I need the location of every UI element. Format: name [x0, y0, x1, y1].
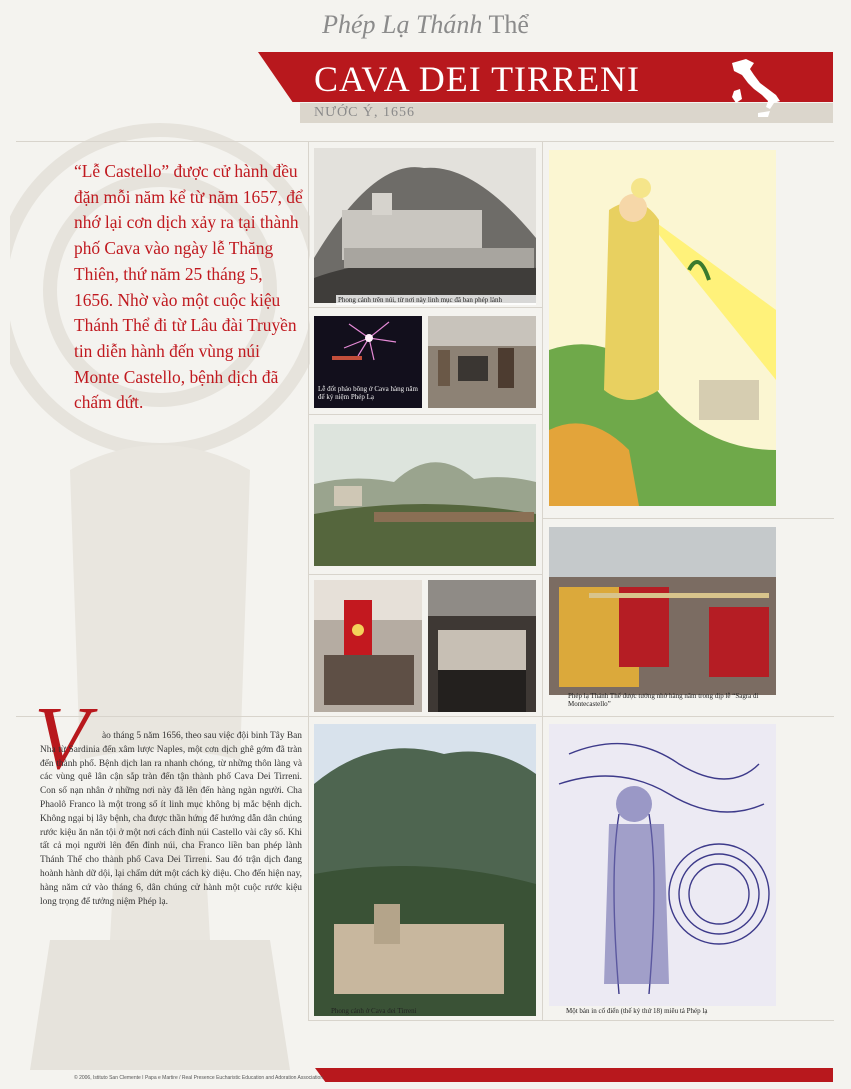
kitchen-scene-photo [428, 316, 536, 408]
intro-text: “Lễ Castello” được cử hành đều đặn mỗi năm kể từ năm 1657, để nhớ lại cơn dịch xảy ra tại thành phố Cava vào ngày lễ Thăng Thiên, thứ năm 25 tháng 5, 1656. Nhờ vào một cuộc kiệu Thánh Thể đi từ Lâu đài Truyền tin diễn hành đến vùng núi Monte Castello, bệnh dịch đã chấm dứt. [74, 161, 303, 413]
italy-map-icon [724, 57, 784, 121]
grid-line [542, 518, 834, 519]
page-title: CAVA DEI TIRRENI [314, 59, 641, 99]
series-title-regular: Thể [488, 10, 529, 39]
grid-line [16, 141, 834, 142]
footer-bar [315, 1068, 833, 1082]
mountain-church-photo [314, 148, 536, 303]
viaduct-painting-photo [314, 424, 536, 566]
miracle-painting-photo [549, 150, 776, 506]
engraving-caption: Một bản in cổ điển (thế kỷ thứ 18) miêu tả Phép lạ [566, 1007, 708, 1015]
story-body: ào tháng 5 năm 1656, theo sau việc đội binh Tây Ban Nha từ Sardinia đến xâm lược Naples, một cơn dịch ghê gớm đã tràn đến thành phố. Bệnh dịch lan ra nhanh chóng, từ những thôn làng và các vùng quê lân cận sắp tràn đến tận thành phố Cava Dei Tirreni. Con số nạn nhân ở những nơi này đã lên đến hàng ngàn người. Cha Phaolô Franco là một trong số ít linh mục không bị mắc bệnh dịch. Không ngại bị lây bệnh, cha được thần hứng để hướng dẫn dân chúng rước kiệu ăn năn tội ở một nơi cách đỉnh núi Castello vài cây số. Khi tất cả mọi người lên đến đỉnh núi, cha Franco liền ban phép lành Thánh Thể cho thành phố Cava Dei Tirreni. Sau đó trận dịch đang hoành hành dữ dội, lại chấm dứt một cách kỳ diệu. Cho đến hiện nay, hàng năm cứ vào tháng 6, dân chúng cử hành một cuộc rước kiệu long trọng để tưởng niệm Phép lạ. [40, 731, 302, 907]
page-subtitle: NƯỚC Ý, 1656 [314, 105, 416, 120]
town-view-photo [314, 724, 536, 1016]
trumpeters-photo [549, 527, 776, 695]
mountain-church-caption: Phong cảnh trên núi, từ nơi này linh mục đã ban phép lành [336, 295, 536, 305]
grid-line [308, 1020, 834, 1021]
grid-line [308, 574, 542, 575]
drummers-procession-photo [428, 580, 536, 712]
series-title-italic: Phép Lạ Thánh [322, 10, 483, 39]
story-text [40, 730, 302, 909]
town-view-caption: Phong cảnh ở Cava dei Tirreni [331, 1007, 417, 1015]
footer-copyright: © 2006, Istituto San Clemente I Papa e Martire / Real Presence Eucharistic Education and Adoration Association [74, 1075, 324, 1081]
grid-line [16, 716, 834, 717]
grid-line [308, 141, 309, 1021]
engraving-photo [549, 724, 776, 1006]
fireworks-caption: Lễ đốt pháo bông ở Cava hàng năm để kỷ niệm Phép Lạ [318, 385, 418, 401]
banner-procession-photo [314, 580, 422, 712]
grid-line [308, 307, 542, 308]
grid-line [542, 141, 543, 1021]
series-title [0, 10, 851, 40]
story-dropcap: V [34, 689, 89, 788]
procession-caption: Phép lạ Thánh Thể được tưởng nhớ hàng năm trong dịp lễ “Sagra di Montecastello” [568, 692, 759, 708]
grid-line [308, 414, 542, 415]
